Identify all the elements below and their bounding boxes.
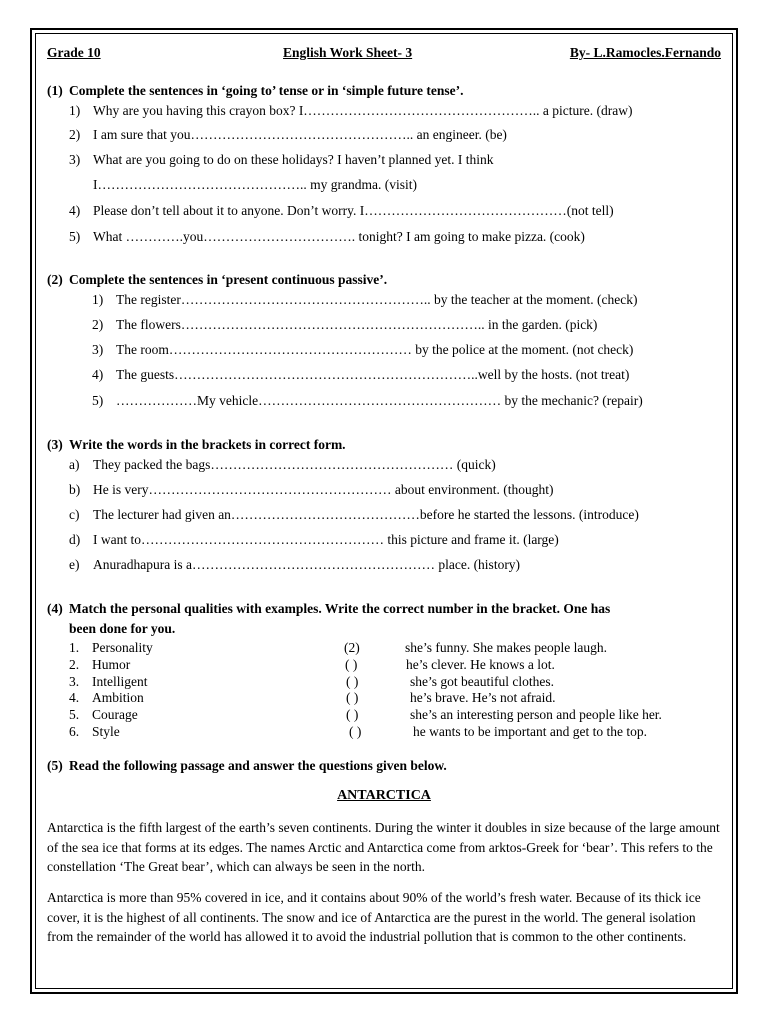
passage-paragraph: Antarctica is the fifth largest of the earth’s seven continents. During the winter it doubles in size because of the large amount of the sea ice that forms at its edges. The names Arctic and Antarctica come from arktos-Greek for ‘bear’. This refers to the constellation ‘The Great bear’, which can always be seen in the north. (47, 820, 720, 874)
answer-bracket: ( ) (349, 724, 362, 739)
section3-item: b) He is very……………………………………………… about environment. (thought) (69, 482, 554, 497)
match-row: 6. Style ( ) he wants to be important and get to the top. (69, 724, 647, 739)
grade-label: Grade 10 (47, 45, 101, 60)
worksheet-header (47, 45, 721, 63)
section2-item: 5) ………………My vehicle……………………………………………… by the mechanic? (repair) (92, 393, 643, 408)
section1-item-continued: I……………………………………….. my grandma. (visit) (93, 177, 417, 192)
answer-bracket: ( ) (345, 657, 358, 672)
section3-item: d) I want to……………………………………………… this picture and frame it. (large) (69, 532, 559, 547)
section1-item: 2) I am sure that you………………………………………….. an engineer. (be) (69, 127, 507, 142)
section3-item: a) They packed the bags……………………………………………… (quick) (69, 457, 496, 472)
section2-item: 2) The flowers………………………………………………………….. in the garden. (pick) (92, 317, 598, 332)
passage-paragraph: Antarctica is more than 95% covered in ice, and it contains about 90% of the world’s fresh water. Because of its thick ice cover, it is the highest of all continents. The snow and ice of Antarctica are the purest in the world. The general isolation from the remainder of the world has allowed it to avoid the industrial pollution that is common to the other continents. (47, 890, 701, 944)
section2-title: (2) Complete the sentences in ‘present continuous passive’. (47, 272, 388, 287)
section4-title: (4) Match the personal qualities with examples. Write the correct number in the bracket. One has (47, 601, 611, 616)
worksheet-title: English Work Sheet- 3 (283, 45, 413, 60)
match-row: 1. Personality (2) she’s funny. She makes people laugh. (69, 640, 607, 655)
section2-item: 4) The guests…………………………………………………………..well by the hosts. (not treat) (92, 367, 630, 382)
section1-item: 5) What ………….you……………………………. tonight? I am going to make pizza. (cook) (69, 229, 585, 244)
section2-item: 1) The register……………………………………………….. by the teacher at the moment. (check) (92, 292, 638, 307)
section2-item: 3) The room……………………………………………… by the police at the moment. (not check) (92, 342, 634, 357)
section1-item: 3) What are you going to do on these holidays? I haven’t planned yet. I think (69, 152, 494, 167)
match-row: 4. Ambition ( ) he’s brave. He’s not afraid. (69, 690, 556, 705)
author-label: By- L.Ramocles.Fernando (569, 45, 721, 60)
answer-bracket: ( ) (346, 690, 359, 705)
section1-item: 4) Please don’t tell about it to anyone. Don’t worry. I………………………………………(not tell) (69, 203, 614, 218)
passage-title: ANTARCTICA (337, 788, 431, 803)
section1-item: 1) Why are you having this crayon box? I…………………………………………….. a picture. (draw) (69, 103, 633, 118)
match-row: 2. Humor ( ) he’s clever. He knows a lot. (69, 657, 555, 672)
match-row: 5. Courage ( ) she’s an interesting person and people like her. (69, 707, 662, 722)
section4-title-continued: been done for you. (69, 621, 176, 636)
answer-bracket: ( ) (346, 674, 359, 689)
match-row: 3. Intelligent ( ) she’s got beautiful clothes. (69, 674, 554, 689)
section1-title: (1) Complete the sentences in ‘going to’ tense or in ‘simple future tense’. (47, 83, 464, 98)
answer-bracket: ( ) (346, 707, 359, 722)
section3-item: e) Anuradhapura is a……………………………………………… place. (history) (69, 557, 521, 572)
answer-bracket: (2) (344, 640, 360, 655)
section5-title: (5) Read the following passage and answer the questions given below. (47, 758, 447, 773)
section3-title: (3) Write the words in the brackets in correct form. (47, 437, 346, 452)
section3-item: c) The lecturer had given an……………………………………before he started the lessons. (introduce) (69, 507, 639, 522)
